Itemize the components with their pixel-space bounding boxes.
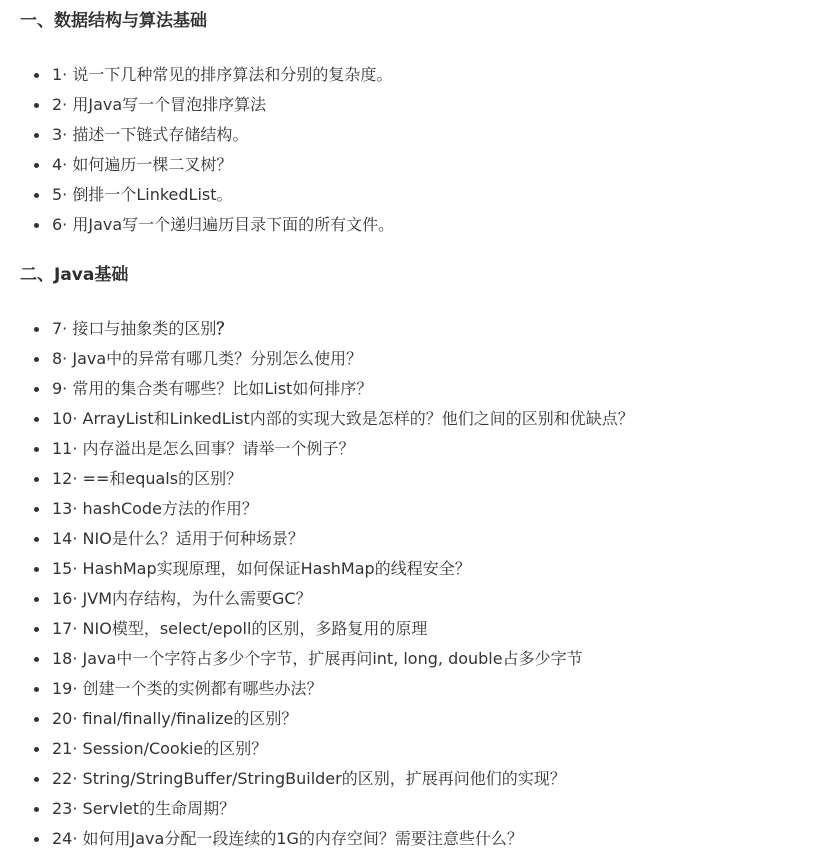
list-item: [30, 464, 634, 494]
list-item: [30, 404, 634, 434]
list-item-text: 24· 如何用Java分配一段连续的1G的内存空间？需要注意些什么？: [52, 829, 523, 848]
section-heading-java-basics: 二、Java基础: [20, 265, 129, 285]
list-item-text: 1· 说一下几种常见的排序算法和分别的复杂度。: [52, 65, 393, 84]
list-item-text: 8· Java中的异常有哪几类？分别怎么使用？: [52, 349, 363, 368]
list-item: [30, 644, 634, 674]
list-item: [30, 434, 634, 464]
list-item: [30, 704, 634, 734]
list-item: [30, 764, 634, 794]
bullet-icon: [34, 387, 39, 392]
list-item: [30, 60, 394, 90]
bullet-icon: [34, 193, 39, 198]
bullet-icon: [34, 133, 39, 138]
list-item: [30, 374, 634, 404]
list-item: [30, 554, 634, 584]
bullet-icon: [34, 163, 39, 168]
list-item-text: 11· 内存溢出是怎么回事？请举一个例子？: [52, 439, 355, 458]
bullet-icon: [34, 807, 39, 812]
list-item: [30, 180, 394, 210]
list-item-text: 6· 用Java写一个递归遍历目录下面的所有文件。: [52, 215, 395, 234]
bullet-icon: [34, 507, 39, 512]
bullet-icon: [34, 627, 39, 632]
list-item-text: 22· String/StringBuffer/StringBuilder的区别，扩展再问他们的实现？: [52, 769, 566, 788]
list-item-text: 17· NIO模型，select/epoll的区别，多路复用的原理: [52, 619, 428, 638]
bullet-icon: [34, 747, 39, 752]
bullet-icon: [34, 447, 39, 452]
bullet-icon: [34, 687, 39, 692]
bullet-icon: [34, 657, 39, 662]
bullet-icon: [34, 417, 39, 422]
list-item: [30, 824, 634, 854]
bullet-icon: [34, 597, 39, 602]
list-item-text: 2· 用Java写一个冒泡排序算法: [52, 95, 267, 114]
list-item-text: 10· ArrayList和LinkedList内部的实现大致是怎样的？他们之间的区别和优缺点？: [52, 409, 634, 428]
list-item: [30, 494, 634, 524]
list-item: [30, 150, 394, 180]
list-item-text: 16· JVM内存结构，为什么需要GC？: [52, 589, 312, 608]
list-item: [30, 314, 634, 344]
section-heading-data-structures: 一、数据结构与算法基础: [20, 11, 207, 31]
list-item-text-emphasis: ？: [216, 319, 233, 338]
question-list-data-structures: [30, 60, 394, 240]
bullet-icon: [34, 717, 39, 722]
bullet-icon: [34, 73, 39, 78]
bullet-icon: [34, 327, 39, 332]
bullet-icon: [34, 567, 39, 572]
bullet-icon: [34, 537, 39, 542]
list-item-text: 14· NIO是什么？适用于何种场景？: [52, 529, 304, 548]
list-item-text: 19· 创建一个类的实例都有哪些办法？: [52, 679, 323, 698]
bullet-icon: [34, 837, 39, 842]
list-item-text: 21· Session/Cookie的区别？: [52, 739, 268, 758]
list-item-text: 13· hashCode方法的作用？: [52, 499, 258, 518]
bullet-icon: [34, 477, 39, 482]
list-item: [30, 734, 634, 764]
list-item-text: 5· 倒排一个LinkedList。: [52, 185, 233, 204]
list-item: [30, 210, 394, 240]
list-item-text: 7· 接口与抽象类的区别: [52, 319, 217, 338]
list-item: [30, 614, 634, 644]
bullet-icon: [34, 777, 39, 782]
list-item-text: 20· final/finally/finalize的区别？: [52, 709, 298, 728]
list-item: [30, 794, 634, 824]
question-list-java-basics: [30, 314, 634, 854]
list-item-text: 15· HashMap实现原理，如何保证HashMap的线程安全？: [52, 559, 471, 578]
list-item: [30, 524, 634, 554]
list-item-text: 9· 常用的集合类有哪些？比如List如何排序？: [52, 379, 373, 398]
list-item-text: 18· Java中一个字符占多少个字节，扩展再问int, long, double占多少字节: [52, 649, 583, 668]
bullet-icon: [34, 357, 39, 362]
list-item: [30, 344, 634, 374]
list-item: [30, 584, 634, 614]
list-item: [30, 120, 394, 150]
bullet-icon: [34, 223, 39, 228]
bullet-icon: [34, 103, 39, 108]
list-item: [30, 90, 394, 120]
list-item-text: 4· 如何遍历一棵二叉树？: [52, 155, 233, 174]
list-item-text: 3· 描述一下链式存储结构。: [52, 125, 249, 144]
list-item: [30, 674, 634, 704]
list-item-text: 23· Servlet的生命周期？: [52, 799, 236, 818]
list-item-text: 12· ==和equals的区别？: [52, 469, 243, 488]
